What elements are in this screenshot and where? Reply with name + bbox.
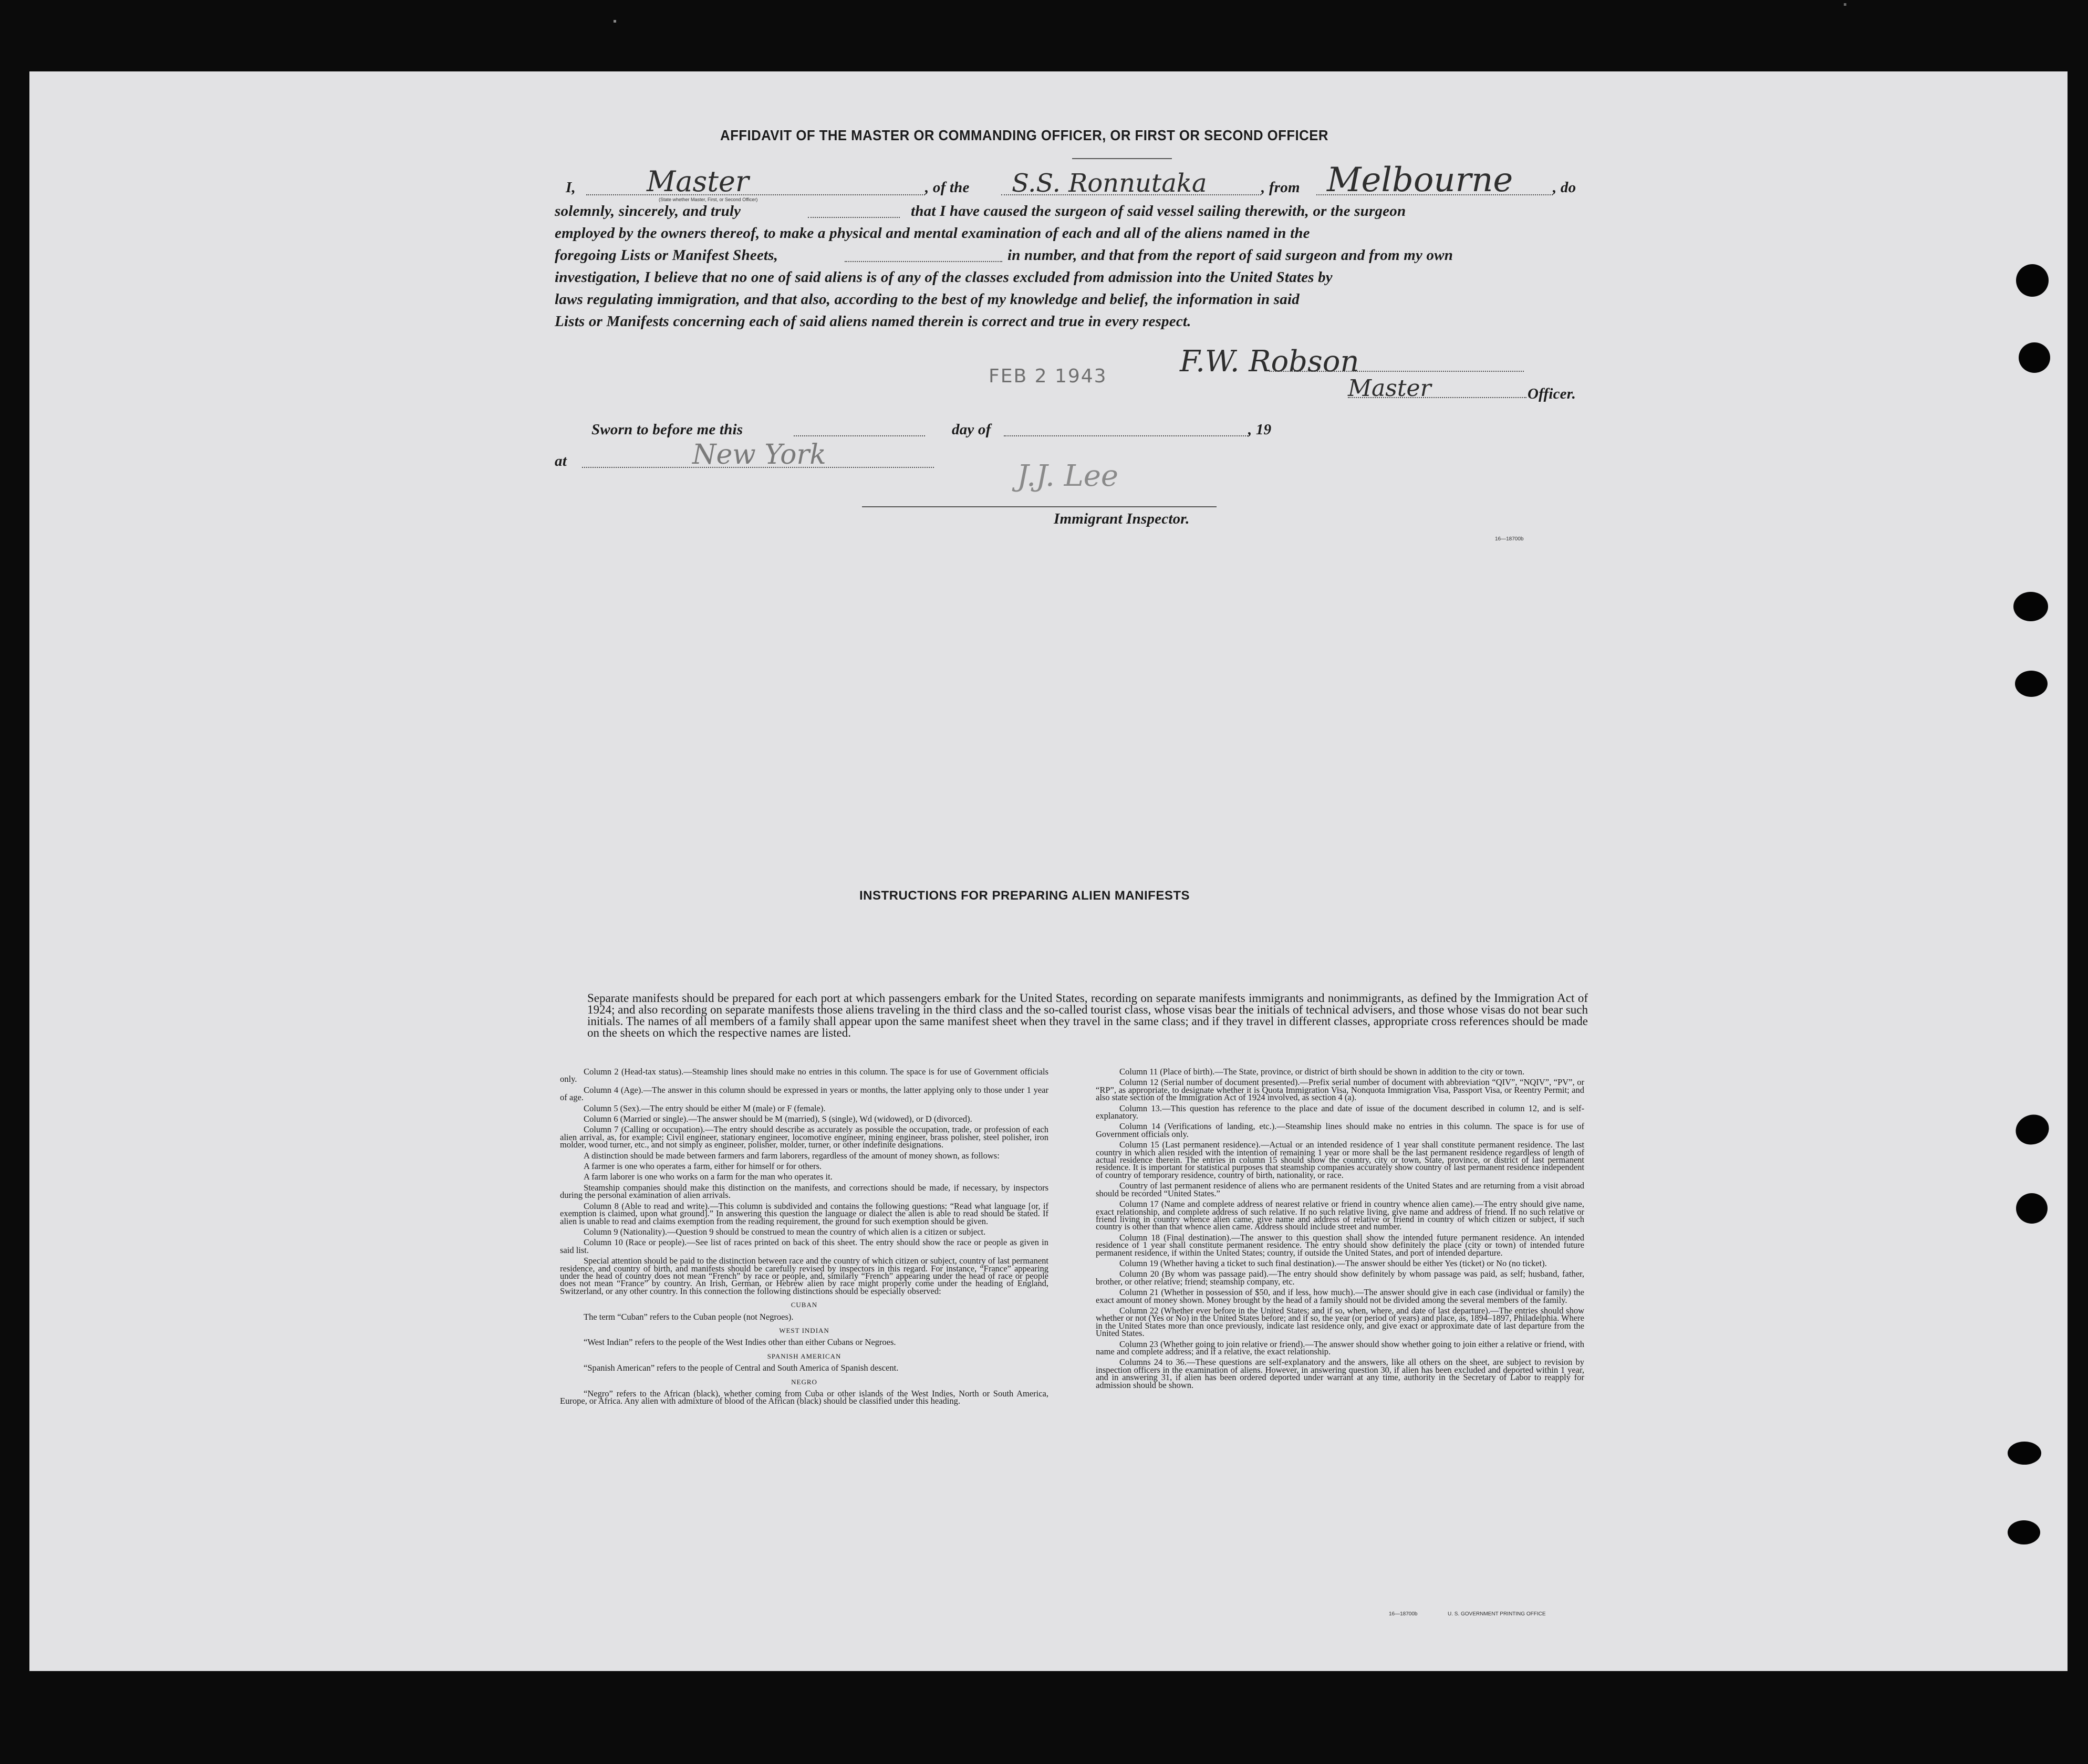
sworn-day-blank — [794, 435, 925, 436]
title-blank — [586, 194, 925, 195]
affidavit-line1-of-the: , of the — [925, 179, 970, 196]
affidavit-line1-from: , from — [1261, 179, 1300, 196]
negro-heading: NEGRO — [791, 1377, 817, 1386]
instruction-paragraph: Column 15 (Last permanent residence).—Actual or an intended residence of 1 year shall constitute permanent residence. The last country in which alien resided with the intention of remaining 1 year or more shall be the last permanent residence regardless of length of actual residence therein. The entries in column 15 should show the country, city or town, State, province, or district of last permanent residence. It is important for statistical purposes that steamship companies accurately show country of last permanent residence independent of country of temporary residence, country of birth, nationality, or race. — [1096, 1140, 1584, 1180]
instruction-paragraph: Steamship companies should make this distinction on the manifests, and corrections should be made, if necessary, by inspectors during the personal examination of alien arrivals. — [560, 1182, 1048, 1201]
month-blank — [1004, 435, 1248, 436]
affidavit-line5: investigation, I believe that no one of said aliens is of any of the classes excluded from admission into the United States by — [555, 269, 1333, 286]
instructions-left-column — [560, 1068, 1048, 1408]
at-label: at — [555, 453, 567, 469]
footer-form-code: 16—18700b — [1389, 1611, 1418, 1617]
punch-hole — [2013, 592, 2048, 621]
spanish-american-heading: SPANISH AMERICAN — [767, 1352, 842, 1360]
signature-line — [1269, 371, 1524, 372]
punch-hole — [2016, 1193, 2048, 1224]
instruction-paragraph: A farmer is one who operates a farm, either for himself or for others. — [584, 1161, 822, 1172]
instruction-paragraph: Column 12 (Serial number of document presented).—Prefix serial number of document with abbreviation “QIV”, “NQIV”, “PV”, or “RP”, as appropriate, to designate whether it is Quota Immigration Visa, Nonquota Immigration Visa, Passport Visa, or Reentry Permit; and also state section of the Immigration Act of 1924 involved, as section 4 (a). — [1096, 1077, 1584, 1103]
instruction-paragraph: Column 13.—This question has reference to the place and date of issue of the document described in column 12, and is self-explanatory. — [1096, 1103, 1584, 1121]
instruction-paragraph: Column 10 (Race or people).—See list of races printed on back of this sheet. The entry should show the race or people as given in said list. — [560, 1237, 1048, 1255]
instruction-paragraph: Column 4 (Age).—The answer in this column should be expressed in years or months, the latter applying only to those under 1 year of age. — [560, 1084, 1048, 1103]
instructions-intro: Separate manifests should be prepared for each port at which passengers embark for the United States, recording on separate manifests immigrants and nonimmigrants, as defined by the Immigration Act of 1924; and also recording on separate manifests those aliens traveling in the third class and the so-called tourist class, whose visas bear the initials of technical advisers, and those whose visas do not bear such initials. The names of all members of a family shall appear upon the same manifest sheet when they travel in the same class; and if they travel in different classes, appropriate cross references should be made on the sheets on which the respective names are listed. — [587, 991, 1588, 1039]
hand-title: Master — [647, 165, 749, 198]
inspector-line — [862, 506, 1217, 507]
instruction-paragraph: Column 20 (By whom was passage paid).—The entry should show definitely by whom passage was paid, as self; husband, father, brother, or other relative; friend; steamship company, etc. — [1096, 1269, 1584, 1287]
negro-paragraph: “Negro” refers to the African (black), whether coming from Cuba or other islands of the West Indies, North or South America, Europe, or Africa. Any alien with admixture of blood of the African (black) should be classified under this heading. — [560, 1389, 1048, 1406]
affidavit-line2a: solemnly, sincerely, and truly — [555, 203, 741, 220]
instruction-paragraph: Special attention should be paid to the distinction between race and the country of which citizen or subject, country of last permanent residence, and country of birth, and manifests should be carefully revised by inspectors in this regard. For instance, “France” appearing under the head of country does not mean “French” by race or people, and, similarly “French” appearing under the head of race or people does not mean “France” by country. An Irish, German, or Hebrew alien by race might properly come under the heading of England, Switzerland, or any other country. In this connection the following distinctions should be especially observed: — [560, 1256, 1048, 1296]
instruction-paragraph: A distinction should be made between farmers and farm laborers, regardless of the amount of money shown, as follows: — [584, 1150, 1000, 1161]
number-blank — [845, 261, 1002, 262]
affidavit-title: AFFIDAVIT OF THE MASTER OR COMMANDING OFFICER, OR FIRST OR SECOND OFFICER — [720, 127, 1328, 143]
rank-line — [1348, 397, 1526, 398]
instruction-paragraph: Column 22 (Whether ever before in the United States; and if so, when, where, and date of last departure).—The entries should show whether or not (Yes or No) in the United States before; and if so, the year (or period of years) and place, as, 1894–1897, Philadelphia. Where in the United States more than once previously, indicate last residence only, and give exact or approximate date of last departure from the United States. — [1096, 1305, 1585, 1339]
instruction-paragraph: Country of last permanent residence of aliens who are permanent residents of the United States and are returning from a visit abroad should be recorded “United States.” — [1096, 1181, 1584, 1198]
date-stamp: FEB 2 1943 — [989, 366, 1107, 387]
ship-box-top — [1072, 158, 1172, 159]
hand-port: Melbourne — [1327, 161, 1513, 200]
affidavit-line1-do: , do — [1553, 179, 1576, 196]
sworn-text: Sworn to before me this — [591, 421, 743, 438]
title-note: (State whether Master, First, or Second Officer) — [659, 197, 758, 202]
instruction-paragraph: Column 18 (Final destination).—The answer to this question shall show the intended future permanent residence. An intended residence of 1 year shall constitute permanent residence. The entry should show definitely the place (city or town) of intended future permanent residence, if within the United States; country, if outside the United States, and port of intended departure. — [1096, 1232, 1584, 1258]
punch-hole — [2019, 342, 2050, 373]
west-indian-heading: WEST INDIAN — [779, 1326, 829, 1334]
affidavit-line7: Lists or Manifests concerning each of said aliens named therein is correct and true in every respect. — [555, 313, 1191, 330]
instruction-paragraph: Column 14 (Verifications of landing, etc.).—Steamship lines should make no entries in this column. The space is for use of Government officials only. — [1096, 1121, 1584, 1139]
hand-place: New York — [692, 439, 826, 471]
instruction-paragraph: Column 23 (Whether going to join relative or friend).—The answer should show whether going to join either a relative or friend, with name and complete address; and if a relative, the exact relationship. — [1096, 1339, 1584, 1356]
instruction-paragraph: Columns 24 to 36.—These questions are self-explanatory and the answers, like all others on the sheet, are subject to revision by inspection officers in the examination of aliens. However, in answering question 30, if alien has been excluded and deported within 1 year, and in answering 31, if alien has been ordered deported under warrant at any time, authority in the Secretary of Labor to reapply for admission should be shown. — [1096, 1357, 1584, 1390]
instruction-paragraph: Column 2 (Head-tax status).—Steamship lines should make no entries in this column. The space is for use of Government officials only. — [560, 1067, 1048, 1084]
instruction-paragraph: Column 19 (Whether having a ticket to such final destination).—The answer should be either Yes (ticket) or No (no ticket). — [1119, 1258, 1547, 1268]
instruction-paragraph: Column 5 (Sex).—The entry should be either M (male) or F (female). — [584, 1103, 826, 1113]
hand-ship: S.S. Ronnutaka — [1012, 169, 1207, 198]
punch-hole — [2008, 1520, 2040, 1544]
instruction-paragraph: Column 7 (Calling or occupation).—The entry should describe as accurately as possible the occupation, trade, or profession of each alien arrival, as, for example: Civil engineer, stationary engineer, locomotive engineer, mining engineer, brass polisher, steel polisher, iron molder, wood turner, etc., and not simply as engineer, polisher, molder, turner, or other indefinite designations. — [560, 1124, 1048, 1150]
inspector-label: Immigrant Inspector. — [1054, 510, 1190, 527]
footer-printer: U. S. GOVERNMENT PRINTING OFFICE — [1448, 1611, 1546, 1617]
year-prefix: , 19 — [1248, 421, 1272, 438]
affidavit-line4a: foregoing Lists or Manifest Sheets, — [555, 247, 778, 264]
instruction-paragraph: Column 8 (Able to read and write).—This column is subdivided and contains the following questions: “Read what language [or, if exemption is claimed, upon what ground].” In answering this question the language or dialect the alien is able to read should be stated. If alien is unable to read and claims exemption from the reading requirement, the ground for such exemption should be given. — [560, 1201, 1048, 1226]
punch-hole — [2008, 1442, 2041, 1465]
spanish-american-paragraph: “Spanish American” refers to the people of Central and South America of Spanish descent. — [584, 1363, 899, 1373]
instruction-paragraph: Column 6 (Married or single).—The answer should be M (married), S (single), Wd (widowed), or D (divorced). — [584, 1114, 972, 1124]
day-of-label: day of — [952, 421, 991, 438]
officer-label: Officer. — [1528, 385, 1576, 402]
affidavit-form-code: 16—18700b — [1495, 536, 1524, 542]
truly-blank — [808, 217, 900, 218]
document-sheet — [29, 71, 2068, 1671]
west-indian-paragraph: “West Indian” refers to the people of the West Indies other than either Cubans or Negroes. — [584, 1337, 896, 1348]
instruction-paragraph: Column 9 (Nationality).—Question 9 should be construed to mean the country of which alien is a citizen or subject. — [584, 1226, 986, 1237]
cuban-heading: CUBAN — [791, 1301, 818, 1309]
affidavit-line1-pre: I, — [566, 179, 576, 196]
affidavit-line4b: in number, and that from the report of said surgeon and from my own — [1007, 247, 1453, 264]
background-mark — [614, 20, 616, 23]
instructions-title: INSTRUCTIONS FOR PREPARING ALIEN MANIFESTS — [859, 889, 1190, 903]
instruction-paragraph: Column 21 (Whether in possession of $50, and if less, how much).—The answer should give in each case (individual or family) the exact amount of money shown. Money brought by the head of a family should not be divided among the several members of the family. — [1096, 1287, 1584, 1305]
punch-hole — [2015, 671, 2048, 697]
instruction-paragraph: Column 11 (Place of birth).—The State, province, or district of birth should be shown in addition to the city or town. — [1119, 1067, 1525, 1077]
background-mark — [1844, 3, 1846, 6]
cuban-paragraph: The term “Cuban” refers to the Cuban people (not Negroes). — [584, 1311, 794, 1322]
instruction-paragraph: A farm laborer is one who works on a farm for the man who operates it. — [584, 1172, 833, 1182]
instruction-paragraph: Column 17 (Name and complete address of nearest relative or friend in country whence alien came).—The entry should give name, exact relationship, and complete address of such relative. If no such relative living, give name and address of friend. If no such relative or friend living in country whence alien came, give name and address of relative or friend in country of which citizen or subject, if such country is other than that whence alien came. Address should include street and number. — [1096, 1199, 1584, 1232]
hand-rank: Master — [1348, 375, 1431, 402]
hand-signature: F.W. Robson — [1180, 345, 1359, 379]
hand-inspector: J.J. Lee — [1017, 459, 1119, 493]
affidavit-line6: laws regulating immigration, and that also, according to the best of my knowledge and belief, the information in said — [555, 291, 1300, 308]
affidavit-line3: employed by the owners thereof, to make a physical and mental examination of each and all of the aliens named in the — [555, 225, 1310, 242]
affidavit-line2b: that I have caused the surgeon of said vessel sailing therewith, or the surgeon — [911, 203, 1406, 220]
instructions-right-column — [1096, 1068, 1584, 1392]
